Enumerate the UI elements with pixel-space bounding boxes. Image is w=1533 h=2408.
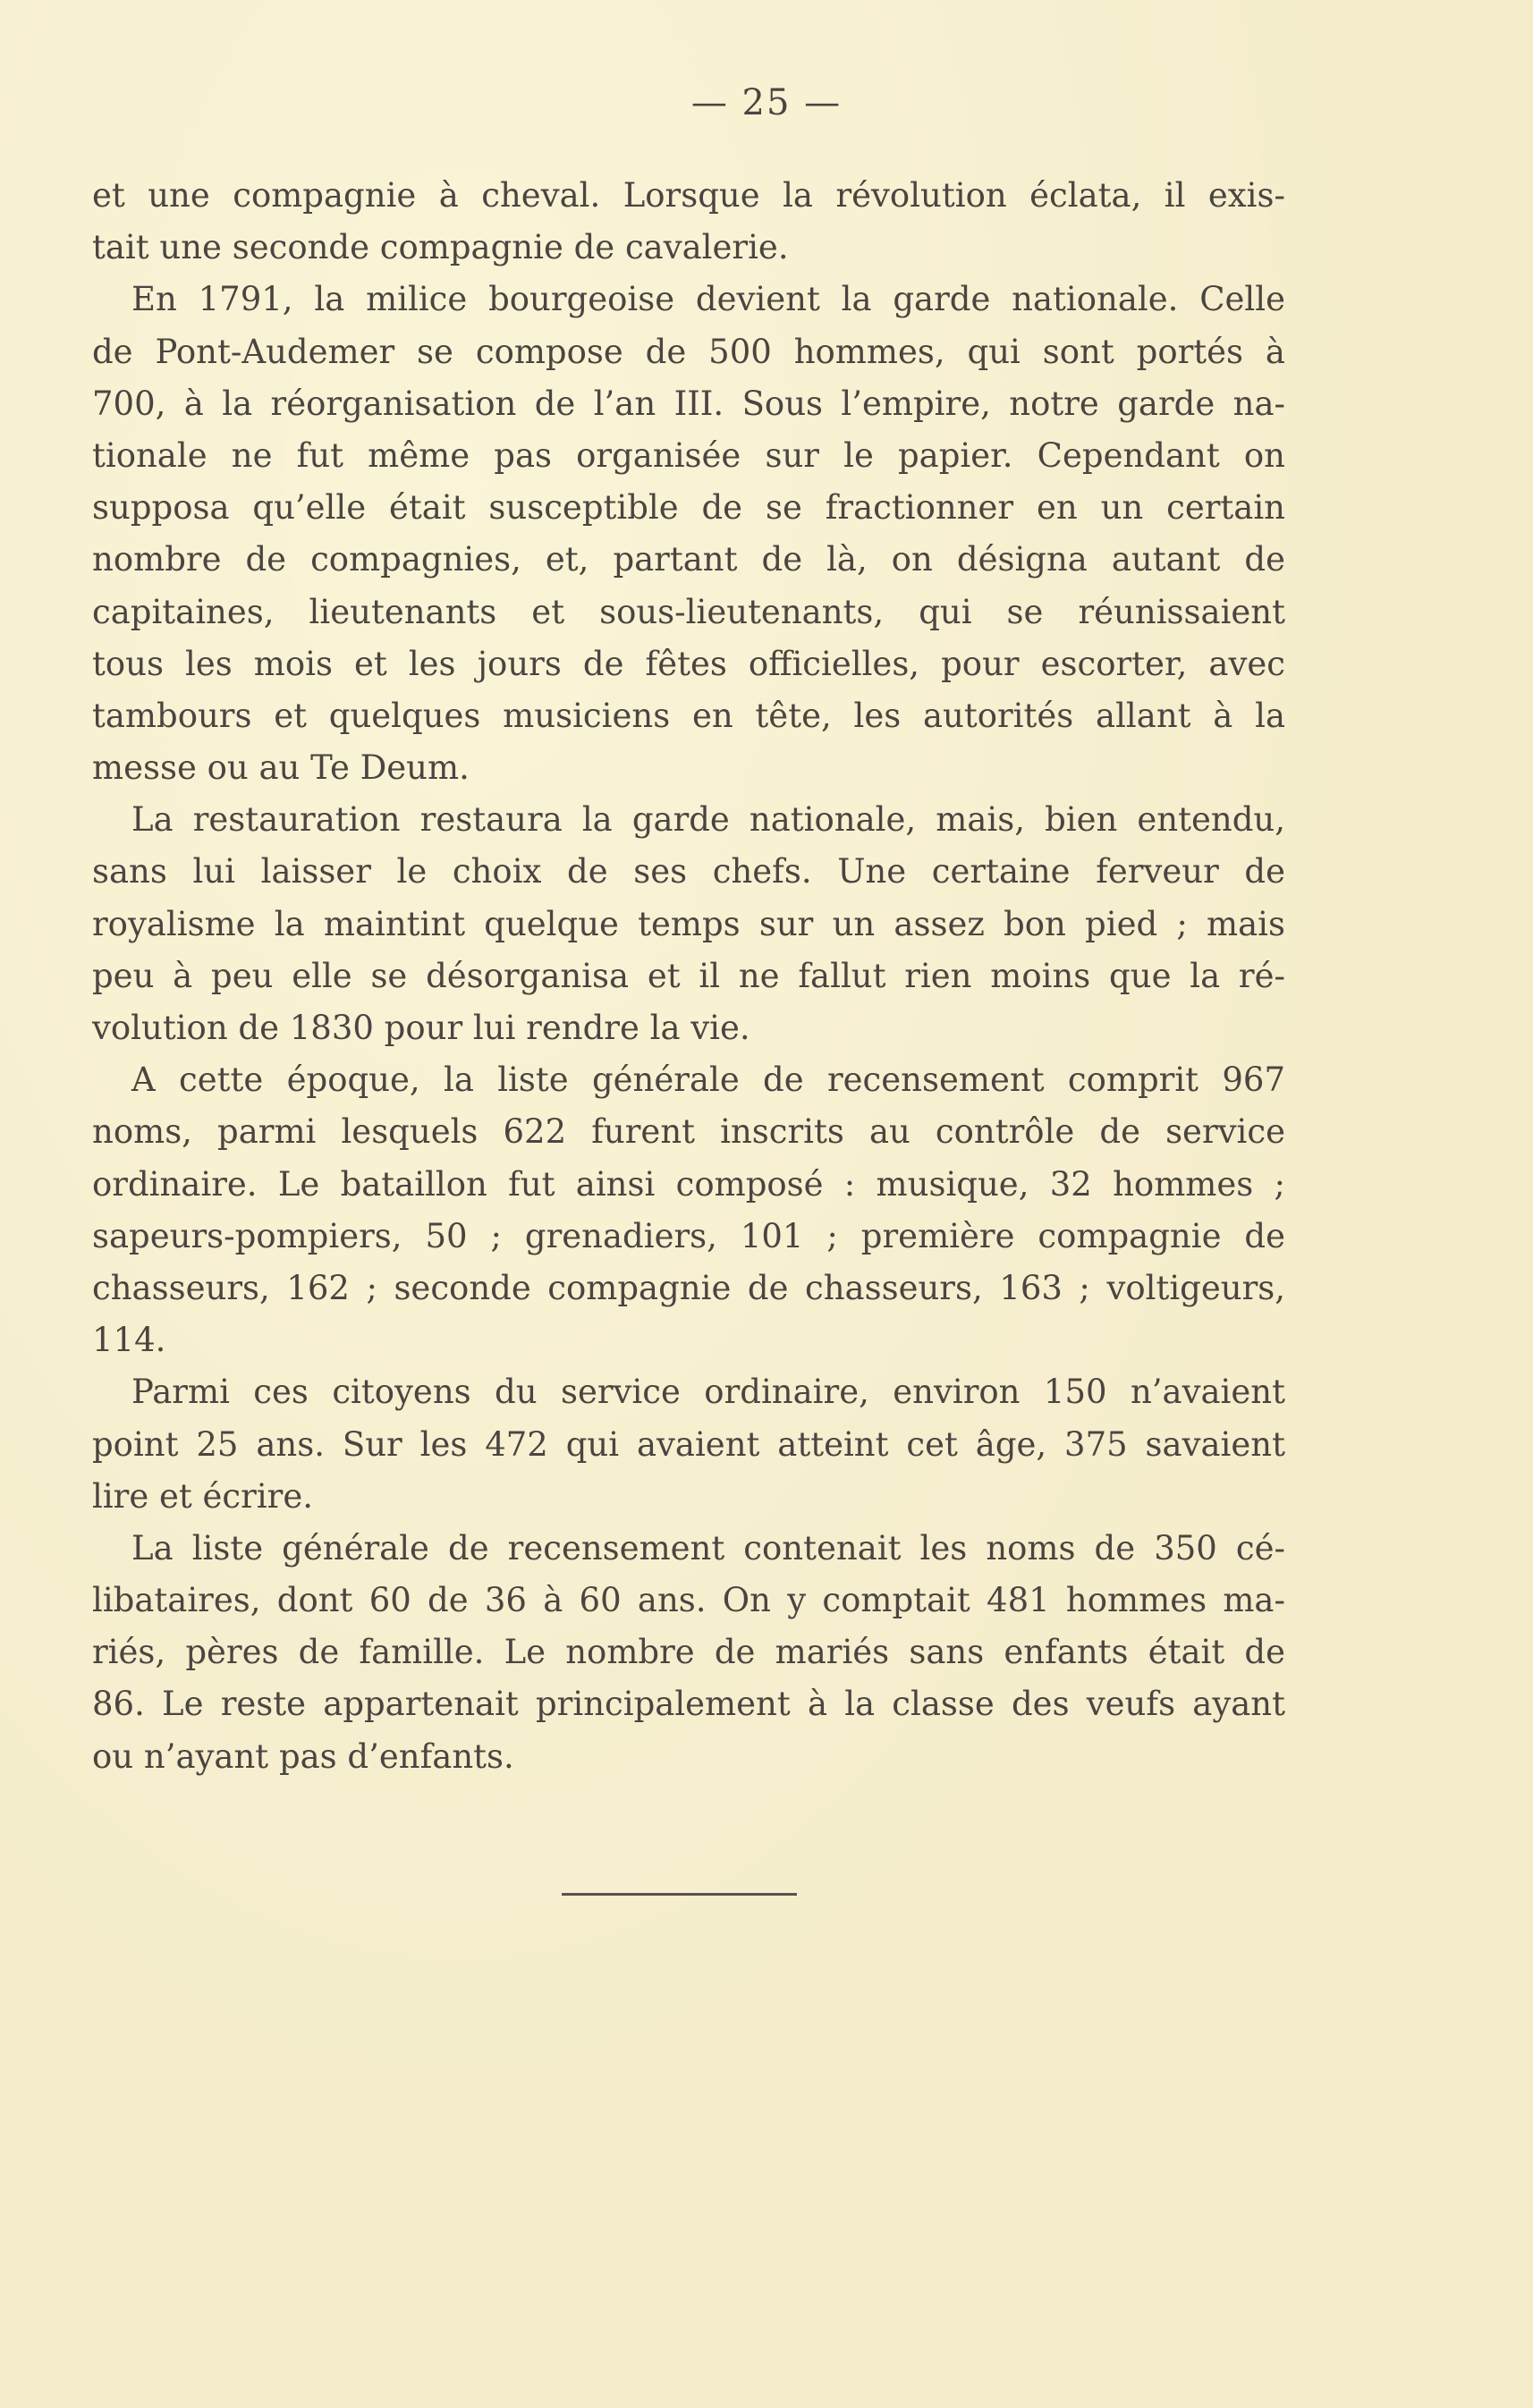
paragraph-start-line: La restauration restaura la garde nationale, mais, bien entendu, — [131, 800, 1285, 840]
page-number: — 25 — — [690, 82, 843, 123]
text-line: lire et écrire. — [92, 1476, 314, 1516]
text-line: 86. Le reste appartenait principalement à la classe des veufs ayant — [92, 1685, 1285, 1724]
text-line: 700, à la réorganisation de l’an III. Sous l’empire, notre garde na- — [92, 384, 1285, 423]
text-line: 114. — [92, 1321, 166, 1360]
text-line: peu à peu elle se désorganisa et il ne fallut rien moins que la ré- — [92, 956, 1285, 995]
text-line: chasseurs, 162 ; seconde compagnie de chasseurs, 163 ; voltigeurs, — [92, 1268, 1285, 1307]
text-line: nombre de compagnies, et, partant de là, on désigna autant de — [92, 540, 1285, 579]
text-line: sans lui laisser le choix de ses chefs. Une certaine ferveur de — [92, 852, 1285, 891]
text-line: capitaines, lieutenants et sous-lieutenants, qui se réunissaient — [92, 592, 1285, 631]
text-line: tait une seconde compagnie de cavalerie. — [92, 228, 789, 267]
text-line: supposa qu’elle était susceptible de se fractionner en un certain — [92, 488, 1285, 528]
text-line: volution de 1830 pour lui rendre la vie. — [92, 1009, 750, 1047]
text-line: tambours et quelques musiciens en tête, les autorités allant à la — [92, 696, 1285, 735]
text-line: libataires, dont 60 de 36 à 60 ans. On y comptait 481 hommes ma- — [92, 1581, 1285, 1620]
text-line: de Pont-Audemer se compose de 500 hommes, qui sont portés à — [92, 332, 1285, 371]
paragraph-start-line: A cette époque, la liste générale de recensement comprit 967 — [131, 1060, 1285, 1100]
text-line: et une compagnie à cheval. Lorsque la révolution éclata, il exis- — [92, 176, 1285, 215]
text-line: ordinaire. Le bataillon fut ainsi composé : musique, 32 hommes ; — [92, 1164, 1285, 1204]
text-line: tous les mois et les jours de fêtes officielles, pour escorter, avec — [92, 644, 1285, 683]
text-line: riés, pères de famille. Le nombre de mariés sans enfants était de — [92, 1633, 1285, 1672]
paragraph-start-line: En 1791, la milice bourgeoise devient la garde nationale. Celle — [131, 280, 1285, 319]
text-line: messe ou au Te Deum. — [92, 748, 470, 788]
text-line: royalisme la maintint quelque temps sur un assez bon pied ; mais — [92, 904, 1285, 943]
paragraph-start-line: La liste générale de recensement contenait les noms de 350 cé- — [131, 1528, 1285, 1567]
body-text — [92, 170, 1285, 1783]
text-line: tionale ne fut même pas organisée sur le papier. Cependant on — [92, 435, 1285, 475]
text-line: point 25 ans. Sur les 472 qui avaient atteint cet âge, 375 savaient — [92, 1424, 1285, 1464]
text-line: ou n’ayant pas d’enfants. — [92, 1736, 514, 1776]
section-end-rule — [562, 1893, 797, 1896]
paragraph-start-line: Parmi ces citoyens du service ordinaire, environ 150 n’avaient — [131, 1373, 1285, 1412]
text-line: noms, parmi lesquels 622 furent inscrits au contrôle de service — [92, 1112, 1285, 1152]
text-line: sapeurs-pompiers, 50 ; grenadiers, 101 ; première compagnie de — [92, 1216, 1285, 1255]
